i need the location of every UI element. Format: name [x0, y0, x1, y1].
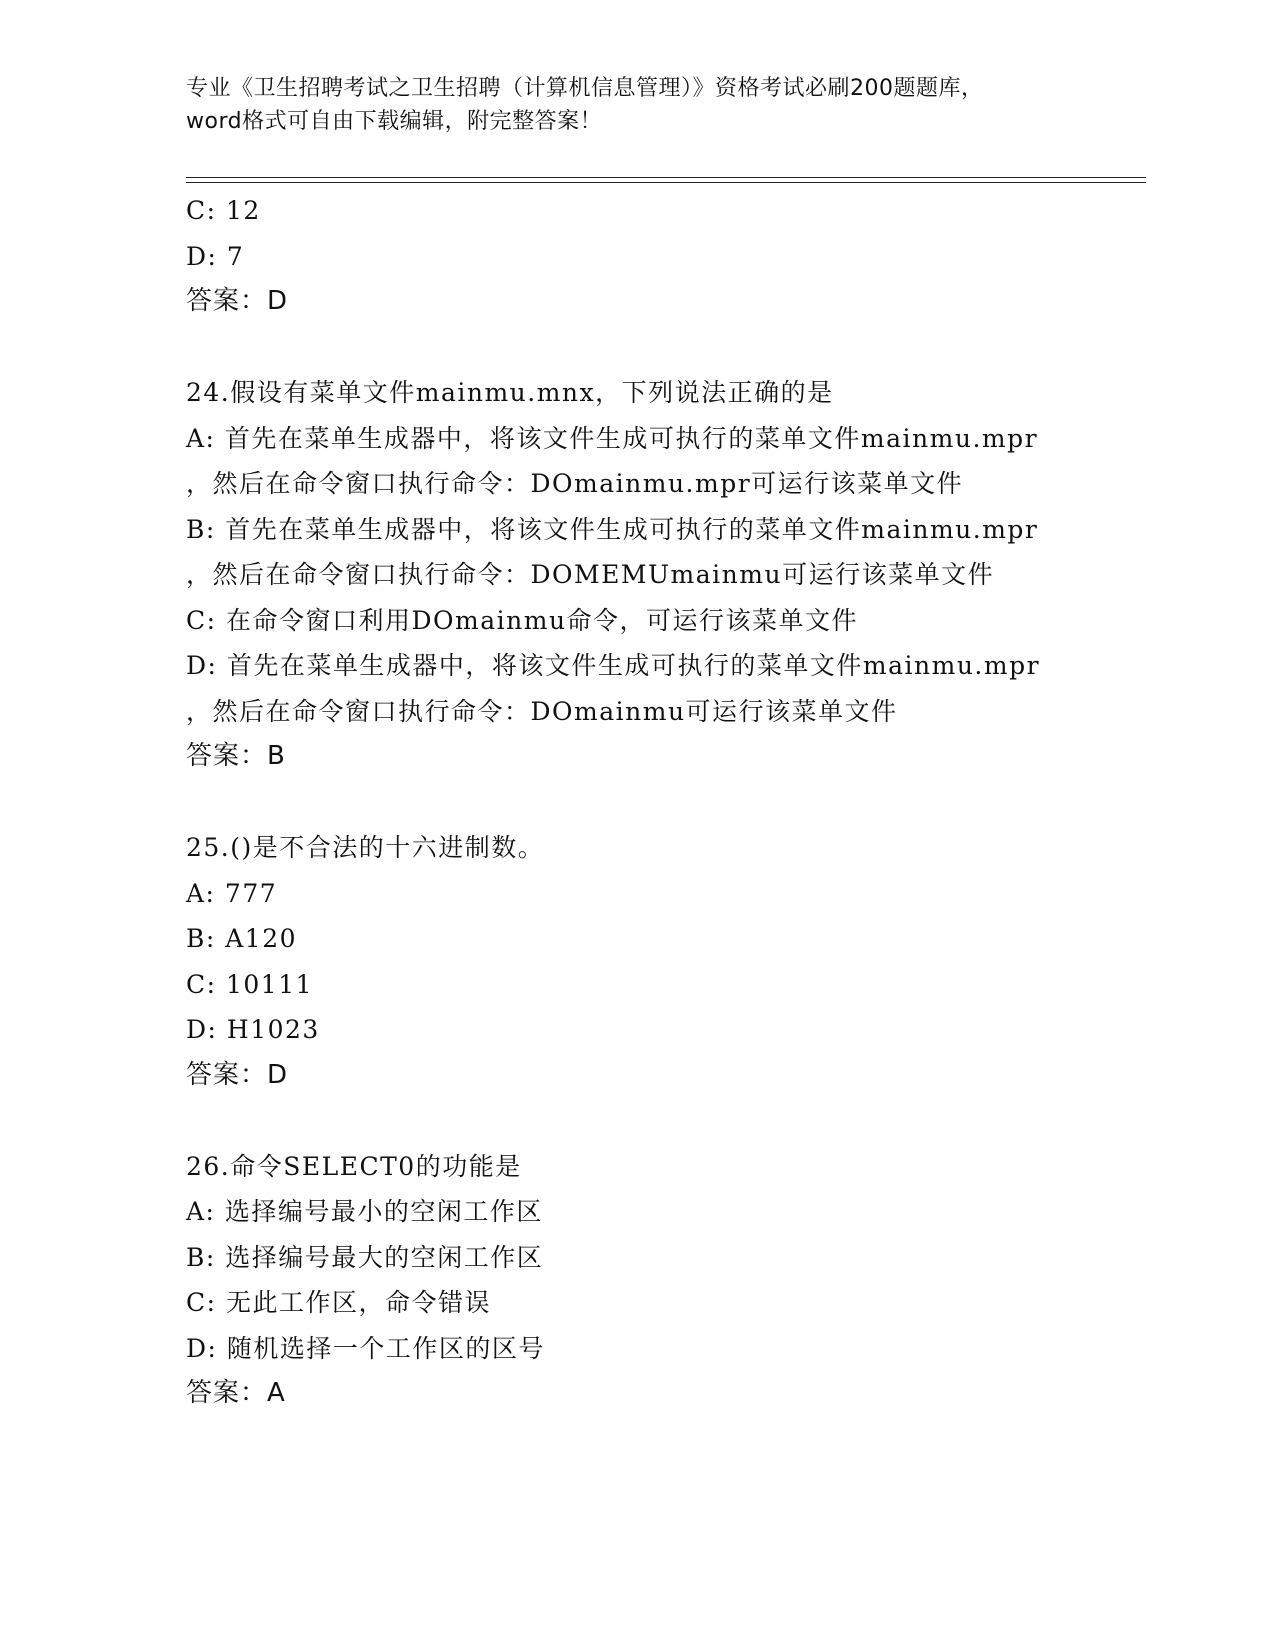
- option-d: D: 7: [186, 241, 245, 271]
- option-a: A: 777: [186, 878, 278, 908]
- header-divider-top: [186, 177, 1146, 178]
- option-b: B: A120: [186, 924, 298, 953]
- option-c: C: 10111: [186, 969, 314, 999]
- header-divider-bottom: [186, 182, 1146, 183]
- option-d: D: H1023: [186, 1015, 320, 1044]
- answer: 答案：D: [186, 1059, 289, 1090]
- header-title-line2: word格式可自由下载编辑，附完整答案！: [186, 109, 603, 134]
- option-c: C: 12: [186, 196, 261, 225]
- answer: 答案：A: [186, 1378, 286, 1408]
- header-title-line1: 专业《卫生招聘考试之卫生招聘（计算机信息管理）》资格考试必刷200题题库，: [186, 76, 984, 101]
- option-c: C: 在命令窗口利用DOmainmu命令，可运行该菜单文件: [186, 605, 859, 635]
- option-b-continued: ，然后在命令窗口执行命令：DOMEMUmainmu可运行该菜单文件: [186, 560, 995, 589]
- answer: 答案：D: [186, 286, 289, 316]
- option-d-continued: ，然后在命令窗口执行命令：DOmainmu可运行该菜单文件: [186, 696, 898, 726]
- option-c: C: 无此工作区，命令错误: [186, 1288, 491, 1317]
- question-25: [186, 825, 1126, 1098]
- option-a-continued: ，然后在命令窗口执行命令：DOmainmu.mpr可运行该菜单文件: [186, 469, 964, 498]
- document-header: [186, 72, 1086, 138]
- spacer: [186, 1098, 1126, 1144]
- question-text: 26.命令SELECT0的功能是: [186, 1151, 522, 1181]
- question-23-tail: [186, 188, 1126, 325]
- option-a: A: 首先在菜单生成器中，将该文件生成可执行的菜单文件mainmu.mpr: [186, 423, 1039, 453]
- option-b: B: 首先在菜单生成器中，将该文件生成可执行的菜单文件mainmu.mpr: [186, 514, 1039, 544]
- option-d: D: 随机选择一个工作区的区号: [186, 1333, 545, 1363]
- question-text: 25.()是不合法的十六进制数。: [186, 833, 545, 862]
- question-26: [186, 1144, 1126, 1417]
- option-b: B: 选择编号最大的空闲工作区: [186, 1242, 544, 1272]
- question-text: 24.假设有菜单文件mainmu.mnx，下列说法正确的是: [186, 378, 834, 407]
- spacer: [186, 325, 1126, 371]
- option-a: A: 选择编号最小的空闲工作区: [186, 1197, 543, 1226]
- question-list: [186, 188, 1126, 1417]
- spacer: [186, 780, 1126, 826]
- question-24: [186, 370, 1126, 780]
- option-d: D: 首先在菜单生成器中，将该文件生成可执行的菜单文件mainmu.mpr: [186, 651, 1041, 680]
- answer: 答案：B: [186, 741, 286, 771]
